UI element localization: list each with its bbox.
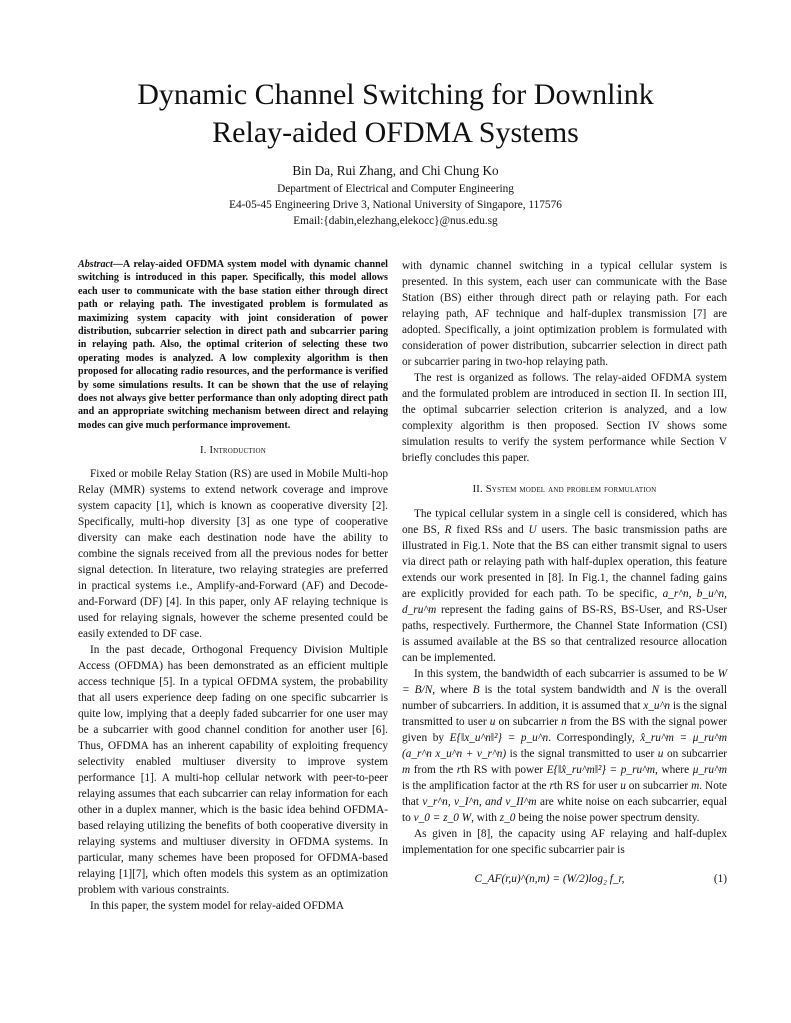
math-var: r bbox=[456, 764, 462, 776]
math-signal: x_u^n bbox=[643, 700, 670, 712]
system-model-paragraph-3: As given in [8], the capacity using AF relaying and half-duplex implementation for one specific subcarrier pair is bbox=[402, 828, 727, 856]
equation-1-number: (1) bbox=[713, 873, 727, 885]
affiliation-email: Email:{dabin,elezhang,elekocc}@nus.edu.sg bbox=[293, 215, 498, 228]
intro-continued-paragraph: with dynamic channel switching in a typical cellular system is presented. In this system, each user can communicate with the Base Station (BS) either through direct path or relaying path. For each relaying path, AF technique and half-duplex transmission [7] are adopted. Specifically, a joint optimization problem is formulated with consideration of power distribution, subcarrier selection in direct path or subcarrier paring in two-hop relaying path. bbox=[402, 260, 727, 368]
paper-title bbox=[60, 76, 731, 152]
math-var: r bbox=[549, 780, 554, 792]
text-run: fixed RSs and bbox=[451, 524, 529, 536]
title-line-1: Dynamic Channel Switching for Downlink bbox=[137, 78, 654, 111]
text-run: , where bbox=[432, 684, 473, 696]
text-run: , with bbox=[471, 812, 500, 824]
text-run: from the bbox=[410, 764, 457, 776]
math-noise-level: v_0 = z_0 W bbox=[413, 812, 472, 824]
system-model-paragraph-1 bbox=[402, 506, 727, 666]
author-list: Bin Da, Rui Zhang, and Chi Chung Ko bbox=[292, 163, 499, 178]
right-column bbox=[402, 258, 727, 887]
math-fading-gains: a_r^n, b_u^n, d_ru^m bbox=[402, 588, 727, 616]
text-run: is the signal transmitted to user bbox=[506, 748, 658, 760]
text-run: on subcarrier bbox=[495, 716, 562, 728]
affiliation-address: E4-05-45 Engineering Drive 3, National University of Singapore, 117576 bbox=[229, 199, 562, 212]
text-run: represent the fading gains of BS-RS, BS-User, and RS-User paths, respectively. Furthermore, the Channel State Information (CSI) is assumed available at the BS so that centralized resource allocation can be implemented. bbox=[402, 604, 727, 664]
text-run: is the signal transmitted to user bbox=[402, 700, 728, 728]
abstract-text: —A relay-aided OFDMA system model with dynamic channel switching is introduced in this paper. Specifically, this model allows each user to communicate with the base station either through direct path or relaying path. The investigated problem is formulated as maximizing system capacity with joint consideration of power distribution, subcarrier selection in direct path and subcarrier paring in relaying path. Also, the optimal criterion of selecting these two operating modes is analyzed. A low complexity algorithm is then proposed for allocating radio resources, and the performance is verified by some simulations results. It can be shown that the use of relaying does not always give better performance than only adopting direct path and an appropriate switching mechanism between direct and relaying modes can give much performance improvement. bbox=[78, 259, 388, 431]
section-1-number: I. bbox=[200, 445, 210, 457]
text-run: th RS for user bbox=[553, 780, 621, 792]
text-run: The typical cellular system in a single cell is considered, which has one BS, bbox=[402, 508, 727, 536]
intro-organization-paragraph: The rest is organized as follows. The relay-aided OFDMA system and the formulated problem are introduced in section II. In section III, the optimal subcarrier selection criterion is analyzed, and a low complexity algorithm is then proposed. Section IV shows some simulation results to verify the system performance while Section V briefly concludes this paper. bbox=[402, 372, 727, 464]
text-run: . Correspondingly, bbox=[548, 732, 641, 744]
affiliation-department: Department of Electrical and Computer Engineering bbox=[277, 183, 514, 195]
math-var: u bbox=[489, 716, 496, 728]
text-run: from the BS with the signal power given by bbox=[402, 716, 728, 744]
math-relay-signal: x̂_ru^m = μ_ru^m (a_r^n x_u^n + v_r^n) bbox=[402, 732, 727, 760]
math-amplification: μ_ru^m bbox=[692, 764, 728, 776]
math-var: N bbox=[651, 684, 660, 696]
text-run: th RS with power bbox=[461, 764, 547, 776]
text-run: users. The basic transmission paths are illustrated in Fig.1. Note that the BS can either transmit signal to users via direct path or relaying path with half-duplex operation, this feature extends our work presented in [8]. In Fig.1, the channel fading gains are explicitly provided for each path. To be specific, bbox=[402, 524, 727, 600]
math-var: R bbox=[444, 524, 452, 536]
section-2-title: System model and problem formulation bbox=[485, 484, 657, 495]
section-1-title: Introduction bbox=[209, 445, 266, 457]
text-run: . Note that bbox=[402, 780, 727, 808]
math-var: B bbox=[472, 684, 480, 696]
section-2-number: II. bbox=[472, 484, 486, 495]
math-var: u bbox=[620, 780, 626, 792]
math-power-rs: E{‖x̂_ru^m‖²} = p_ru^m bbox=[546, 764, 656, 776]
text-run: is the overall number of subcarriers. In addition, it is assumed that bbox=[402, 684, 727, 712]
intro-paragraph-3: In this paper, the system model for relay-aided OFDMA bbox=[90, 900, 344, 913]
intro-paragraph-1: Fixed or mobile Relay Station (RS) are used in Mobile Multi-hop Relay (MMR) systems to extend network coverage and improve system capacity [1], which is known as cooperative diversity [2]. Specifically, multi-hop diversity [3] as one type of cooperative diversity can make each destination node have the ability to combine the signals received from all the previous nodes for better signal detection. In literature, two relaying strategies are preferred in practical systems i.e., Amplify-and-Forward (AF) and Decode-and-Forward (DF) [4]. In this paper, only AF relaying technique is used for relaying signals, however the scheme presented could be easily extended to DF case. bbox=[78, 468, 388, 641]
system-model-paragraph-2 bbox=[402, 666, 727, 826]
math-noise: v_r^n, v_I^n, and v_II^m bbox=[422, 796, 537, 808]
abstract bbox=[78, 258, 388, 432]
text-run: , where bbox=[655, 764, 693, 776]
intro-paragraph-2: In the past decade, Orthogonal Frequency Division Multiple Access (OFDMA) has been demonstrated as an efficient multiple access technique [5]. In a typical OFDMA system, the probability that all users experience deep fading on one specific subcarrier is quite low, implying that a deeply faded subcarrier for one user may be a subcarrier with good channel condition for another user [6]. Thus, OFDMA has an inherent capability of exploiting frequency selectivity enabled multiuser diversity to improve system performance [1]. A multi-hop cellular network with peer-to-peer relaying assumes that each subcarrier can relay information for each other in a duplex manner, which is the basic idea behind OFDMA-based relaying utilizing the benefits of both cooperative diversity in relaying systems and multiuser diversity in OFDMA systems. In particular, many schemes have been proposed for OFDMA-based relaying [1][7], which often models this system as an optimization problem with various constraints. bbox=[78, 644, 388, 897]
title-line-2: Relay-aided OFDMA Systems bbox=[212, 116, 579, 149]
affiliation-block bbox=[60, 181, 731, 230]
math-var: z_0 bbox=[499, 812, 516, 824]
text-run: is the total system bandwidth and bbox=[479, 684, 652, 696]
math-var: n bbox=[561, 716, 567, 728]
math-var: m bbox=[402, 764, 411, 776]
equation-1-body: C_AF(r,u)^(n,m) = (W/2)log₂ f_r, bbox=[474, 873, 625, 885]
text-run: are white noise on each subcarrier, equal to bbox=[402, 796, 728, 824]
math-power-bs: E{‖x_u^n‖²} = p_u^n bbox=[449, 732, 549, 744]
section-1-heading bbox=[78, 444, 388, 458]
abstract-label: Abstract bbox=[78, 259, 113, 270]
math-var: U bbox=[528, 524, 537, 536]
equation-1 bbox=[402, 871, 727, 887]
text-run: In this system, the bandwidth of each subcarrier is assumed to be bbox=[414, 668, 718, 680]
text-run: on subcarrier bbox=[663, 748, 727, 760]
math-var: m bbox=[691, 780, 700, 792]
text-run: being the noise power spectrum density. bbox=[515, 812, 700, 824]
left-column bbox=[78, 258, 388, 914]
text-run: on subcarrier bbox=[625, 780, 692, 792]
math-var: u bbox=[657, 748, 664, 760]
section-2-heading bbox=[402, 483, 727, 497]
math-bandwidth: W = B/N bbox=[402, 668, 727, 696]
text-run: is the amplification factor at the bbox=[402, 780, 550, 792]
